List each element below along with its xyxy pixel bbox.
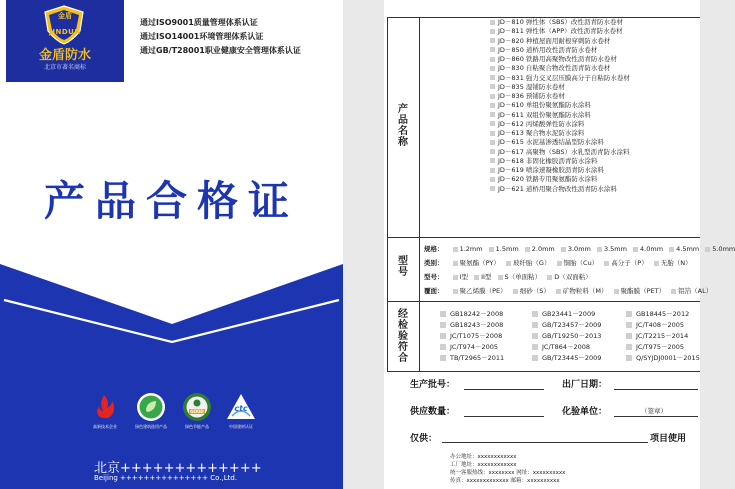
standard-item[interactable]: JC/T864－2008 [532,342,590,351]
company-english: Beijing +++++++++++++++ Co.,Ltd. [94,474,238,482]
model-label: 型 号 [398,256,408,278]
cert-iso9001: 通过ISO9001质量管理体系认证 [140,18,258,27]
date-field[interactable] [614,389,698,390]
checkbox[interactable] [490,168,495,173]
standard-item[interactable]: JC/T2215－2014 [626,331,688,340]
badge-label-green-building: 绿色建筑选用产品 [135,424,167,429]
checkbox[interactable] [490,38,495,43]
product-item[interactable]: JD－850 道桥用改性沥青防水卷材 [490,46,630,55]
product-item[interactable]: JD－811 弹性体（APP）改性沥青防水卷材 [490,27,630,36]
product-item[interactable]: JD－618 非固化橡胶沥青防水涂料 [490,157,630,166]
checkbox[interactable] [440,322,446,328]
project-use-label: 项目使用 [650,434,687,444]
checkbox[interactable] [490,20,495,25]
badge-label-energy: 绿色节能产品 [185,424,209,429]
product-item[interactable]: JD－613 聚合物水泥防水涂料 [490,129,630,138]
logo-latin-text: JINDUN [49,28,81,36]
checkbox[interactable] [490,177,495,182]
checkbox[interactable] [490,186,495,191]
checkbox[interactable] [561,247,566,252]
standards-label: 经 检 验 符 合 [398,309,408,364]
divider-products [387,237,700,238]
checkbox[interactable] [489,247,494,252]
blue-chevron-band [0,264,343,489]
checkbox[interactable] [490,112,495,117]
checkbox[interactable] [453,275,458,280]
standard-item[interactable]: GB/T23457－2009 [532,320,601,329]
checkbox[interactable] [604,261,609,266]
standard-item[interactable]: GB18445－2012 [626,309,689,318]
lab-label: 化验单位： [562,407,608,417]
badge-label-ctc: 中国建材认证 [229,424,253,429]
checkbox[interactable] [626,311,632,317]
checkbox[interactable] [532,333,538,339]
quantity-field[interactable] [464,416,544,417]
standard-item[interactable]: GB/T19250－2013 [532,331,601,340]
product-item[interactable]: JD－860 铁路用高聚物改性沥青防水卷材 [490,55,630,64]
cert-iso14001: 通过ISO14001环境管理体系认证 [140,32,264,41]
standard-item[interactable]: TB/T2965－2011 [440,353,504,362]
divider-models [387,301,700,302]
checkbox[interactable] [614,289,619,294]
batch-field[interactable] [464,389,544,390]
checkbox[interactable] [626,333,632,339]
standard-item[interactable]: JC/T1075－2008 [440,331,502,340]
checkbox[interactable] [532,344,538,350]
checkbox[interactable] [556,289,561,294]
checkbox[interactable] [654,261,659,266]
checkbox[interactable] [626,344,632,350]
kind-row: 类别： 聚氨酯（PY） 玻纤胎（G） 铜胎（Cu） 高分子（P） 无胎（N） [424,259,692,267]
label-column-divider [419,17,420,372]
checkbox[interactable] [474,275,479,280]
product-item[interactable]: JD－615 水泥基渗透结晶型防水涂料 [490,138,630,147]
checkbox[interactable] [513,289,518,294]
checkbox[interactable] [525,247,530,252]
brand-subtitle: 北京市著名商标 [43,64,86,71]
checkbox[interactable] [490,121,495,126]
checkbox[interactable] [490,131,495,136]
certification-list [140,16,301,58]
checkbox[interactable] [669,247,674,252]
product-item[interactable]: JD－835 湿铺防水卷材 [490,83,630,92]
fax-email: 传真：xxxxxxxxxxxxx 邮箱：xxxxxxxxxx [450,478,560,484]
cert-gbt28001: 通过GB/T28001职业健康安全管理体系认证 [140,46,301,55]
certificate-sheet [384,0,735,489]
checkbox[interactable] [440,311,446,317]
checkbox[interactable] [705,247,710,252]
quantity-label: 供应数量： [410,407,456,417]
checkbox[interactable] [532,355,538,361]
checkbox[interactable] [490,29,495,34]
checkbox[interactable] [506,261,511,266]
checkbox[interactable] [490,103,495,108]
standard-item[interactable]: GB/T23445－2009 [532,353,601,362]
checkbox[interactable] [532,322,538,328]
checkbox[interactable] [626,322,632,328]
checkbox[interactable] [633,247,638,252]
product-item[interactable]: JD－611 双组份聚氨酯防水涂料 [490,111,630,120]
award-badges [90,392,290,432]
product-item[interactable]: JD－810 弹性体（SBS）改性沥青防水卷材 [490,18,630,27]
ctc-triangle-icon [226,392,256,422]
badge-seal-text: GOOD [190,409,204,414]
certificate-title: 产品合格证 [44,177,299,225]
batch-label: 生产批号： [410,380,456,390]
product-item[interactable]: JD－620 铁路专用聚氨酯防水涂料 [490,175,630,184]
standard-item[interactable]: GB18242－2008 [440,309,503,318]
badge-ctc-text: ctc [234,404,248,413]
product-item[interactable]: JD－836 预铺防水卷材 [490,92,630,101]
sign-stamp: （签章） [641,407,667,415]
checkbox[interactable] [490,66,495,71]
factory-address: 工厂地址：xxxxxxxxxxxx [450,462,517,468]
product-item[interactable]: JD－830 自粘聚合物改性沥青防水卷材 [490,64,630,73]
product-item[interactable]: JD－619 喷涂速凝橡胶沥青防水涂料 [490,166,630,175]
project-field[interactable] [442,442,648,443]
checkbox[interactable] [490,75,495,80]
standard-item[interactable]: Q/SYJDJ0001－2015 [626,353,700,362]
date-label: 出厂日期： [562,380,608,390]
standard-item[interactable]: JC/T975－2005 [626,342,684,351]
logo-emblem-text: 金盾 [58,12,72,20]
checkbox[interactable] [498,275,503,280]
checkbox[interactable] [490,94,495,99]
checkbox[interactable] [490,149,495,154]
office-address: 办公地址：xxxxxxxxxxxx [450,454,517,460]
energy-saving-seal-icon [182,392,212,422]
checkbox[interactable] [490,140,495,145]
checkbox[interactable] [453,261,458,266]
product-item[interactable]: JD－610 单组份聚氨酯防水涂料 [490,101,630,110]
checkbox[interactable] [440,333,446,339]
product-item[interactable]: JD－621 道桥用聚合物改性沥青防水涂料 [490,185,630,194]
product-item[interactable]: JD－820 种植屋面用耐根穿刺防水卷材 [490,37,630,46]
standard-item[interactable]: GB18243－2008 [440,320,503,329]
lab-field[interactable] [614,416,698,417]
product-name-label: 产 品 名 称 [398,104,408,148]
product-item[interactable]: JD－612 丙烯酸弹性防水涂料 [490,120,630,129]
product-list [490,18,630,194]
only-for-label: 仅供： [410,434,438,444]
standard-item[interactable]: JC/T974－2005 [440,342,498,351]
certificate-cover [0,0,343,489]
green-leaf-seal-icon [136,392,166,422]
checkbox[interactable] [490,47,495,52]
checkbox[interactable] [626,355,632,361]
company-city: 北京+++++++++++++ [94,461,262,476]
checkbox[interactable] [490,158,495,163]
checkbox[interactable] [532,311,538,317]
flame-logo-icon [90,392,120,422]
standard-item[interactable]: GB23441－2009 [532,309,595,318]
checkbox[interactable] [671,289,676,294]
checkbox[interactable] [490,57,495,62]
checkbox[interactable] [557,261,562,266]
product-item[interactable]: JD－831 强力交叉层压膜高分子自粘防水卷材 [490,74,630,83]
standard-item[interactable]: JC/T408－2005 [626,320,684,329]
hotline-website: 统一客服热线：xxxxxxxx 网址：xxxxxxxxxx [450,470,566,476]
badge-label-hitech: 高新技术企业 [93,424,117,429]
cover-row: 覆面： 聚乙烯膜（PE） 细砂（S） 矿物粒料（M） 聚酯膜（PET） 铝箔（AL） [424,287,713,295]
checkbox[interactable] [597,247,602,252]
checkbox[interactable] [453,247,458,252]
brand-name: 金盾防水 [38,48,91,63]
checkbox[interactable] [547,275,552,280]
model-row: 型号： I型 II型 S（单面粘） D（双面粘） [424,273,592,281]
checkbox[interactable] [440,344,446,350]
spec-row: 规格： 1.2mm 1.5mm 2.0mm 3.0mm 3.5mm 4.0mm 4.5mm 5.0mm [424,245,735,253]
brand-logo [6,0,124,82]
product-item[interactable]: JD－617 高聚物（SBS）水乳型沥青防水涂料 [490,148,630,157]
checkbox[interactable] [490,84,495,89]
checkbox[interactable] [453,289,458,294]
checkbox[interactable] [440,355,446,361]
